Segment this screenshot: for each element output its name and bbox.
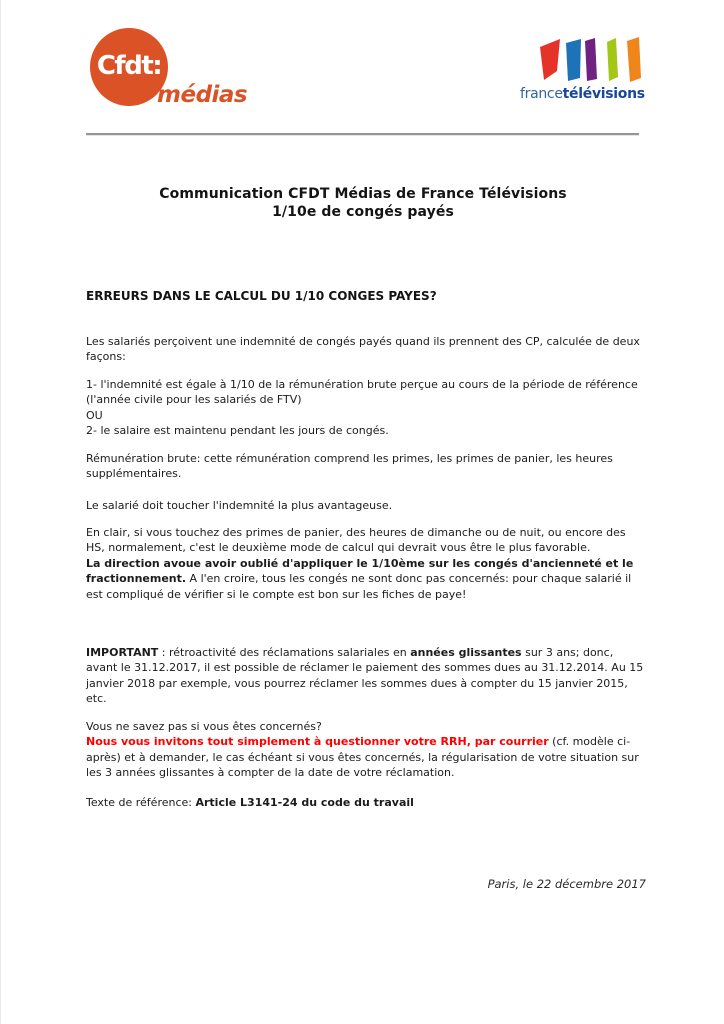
important-label: IMPORTANT [86, 646, 159, 659]
reference-article-text: Article L3141-24 du code du travail [195, 796, 414, 809]
francetv-logo-bars [537, 36, 641, 84]
document-title-line2: 1/10e de congés payés [272, 203, 454, 220]
francetv-bar-green-icon [607, 38, 618, 81]
paragraph-important [86, 645, 644, 707]
calc-mode-or: OU [86, 408, 103, 422]
annees-glissantes-bold-text: années glissantes [410, 646, 522, 659]
paragraph-intro: Les salariés perçoivent une indemnité de congés payés quand ils prennent des CP, calculée de deux façons: [86, 335, 640, 364]
francetv-bar-purple-icon [585, 38, 597, 81]
direction-avoue-bold-text: La direction avoue avoir oublié d'appliquer le 1/10ème sur les congés d'ancienneté et le fractionnement. [86, 556, 634, 586]
francetv-wordmark-televisions: télévisions [562, 86, 645, 102]
paragraph-indemnite-avantageuse: Le salarié doit toucher l'indemnité la plus avantageuse. [86, 499, 393, 512]
reference-label: Texte de référence: [86, 796, 196, 809]
invitation-suite-text: (cf. modèle ci-après) et à demander, le cas échéant si vous êtes concernés, la régularisation de votre situation sur les 3 années glissantes à compter de la date de votre réclamation. [86, 735, 639, 780]
paragraph-calculation-modes [86, 377, 644, 439]
invitation-rrh-red-text: Nous vous invitons tout simplement à questionner votre RRH, par courrier [86, 735, 549, 749]
francetv-bar-orange-icon [627, 37, 641, 82]
date-place-line: Paris, le 22 décembre 2017 [487, 877, 646, 891]
section-heading: ERREURS DANS LE CALCUL DU 1/10 CONGES PAYES? [86, 289, 437, 303]
retroactivite-suite-text: sur 3 ans; donc, avant le 31.12.2017, il est possible de réclamer le paiement des sommes dues au 31.12.2014. Au 15 janvier 2018 par exemple, vous pourrez réclamer les sommes dues à compter du 15 janvier 2015, etc. [86, 646, 644, 706]
francetv-bar-blue-icon [566, 39, 581, 81]
document-title-line1: Communication CFDT Médias de France Télévisions [159, 186, 567, 202]
paragraph-remuneration-brute: Rémunération brute: cette rémunération comprend les primes, les primes de panier, les heures supplémentaires. [86, 452, 613, 481]
retroactivite-text: : rétroactivité des réclamations salariales en [158, 646, 411, 659]
document-title [1, 186, 724, 221]
question-concernes-text: Vous ne savez pas si vous êtes concernés? [86, 720, 322, 733]
francetv-wordmark-france: france [520, 86, 563, 102]
cfdt-logo-acronym: Cfdt: [96, 51, 162, 81]
a-len-croire-text: A l'en croire, tous les congés ne sont donc pas concernés: pour chaque salarié il est compliqué de vérifier si le compte est bon sur les fiches de paye! [86, 572, 632, 601]
calc-mode-2: 2- le salaire est maintenu pendant les jours de congés. [86, 424, 389, 438]
francetv-bar-red-icon [540, 39, 560, 80]
calc-mode-1: 1- l'indemnité est égale à 1/10 de la rémunération brute perçue au cours de la période de référence (l'année civile pour les salariés de FTV) [86, 378, 638, 407]
paragraph-reference [86, 795, 644, 810]
header-divider [86, 133, 639, 136]
en-clair-text: En clair, si vous touchez des primes de panier, des heures de dimanche ou de nuit, ou encore des HS, normalement, c'est le deuxième mode de calcul qui devrait vous être le plus favorable. [86, 526, 626, 555]
francetv-logo-wordmark [520, 86, 645, 102]
paragraph-invitation [86, 719, 644, 781]
paragraph-en-clair [86, 525, 644, 602]
cfdt-logo-medias-label: médias [157, 82, 248, 108]
